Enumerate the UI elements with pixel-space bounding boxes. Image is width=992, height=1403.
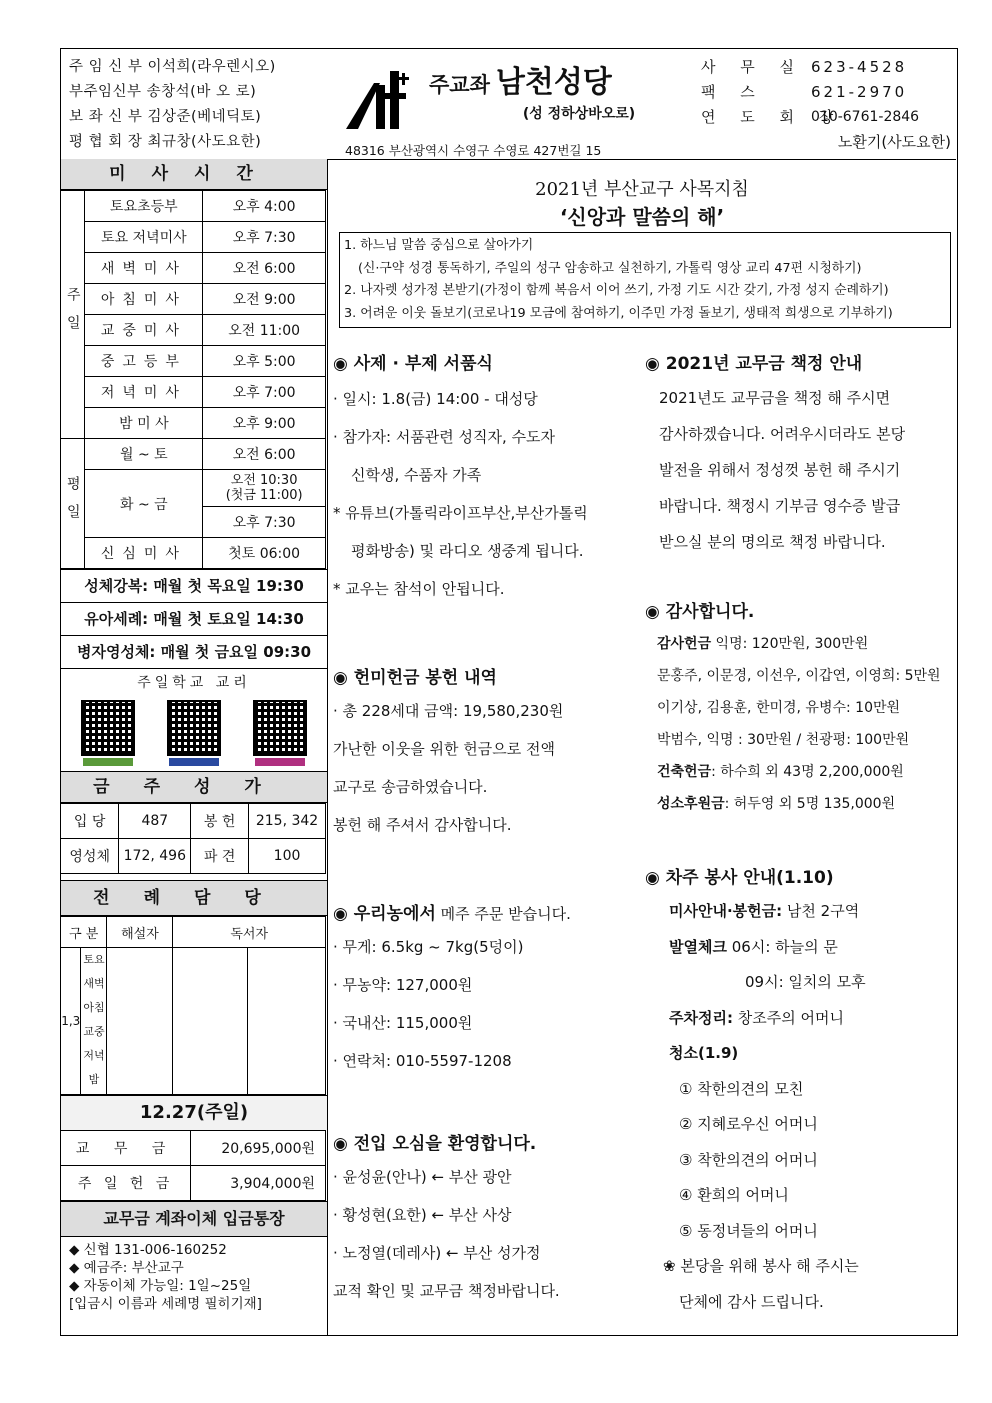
- rice-offering-section: ◉ 헌미헌금 봉헌 내역 · 총 228세대 금액: 19,580,230원 가난한 이웃을 위한 헌금으로 전액 교구로 송금하였습니다. 봉헌 해 주셔서 감사합니다.: [333, 668, 564, 834]
- liturgy-cell: [107, 948, 173, 1095]
- staff-row: 평 협 회 장 최규창(사도요한): [69, 134, 262, 150]
- liturgy-title: 전례담당: [61, 880, 327, 916]
- staff-row: 주 임 신 부 이석희(라우렌시오): [69, 59, 276, 75]
- qr-code-icon[interactable]: [253, 700, 307, 756]
- mass-name: 저녁미사: [85, 377, 203, 408]
- account-line: ◆ 예금주: 부산교구: [69, 1260, 184, 1276]
- mass-time: 오후 7:30: [203, 222, 326, 253]
- mass-name: 화 ~ 금: [85, 470, 203, 538]
- qr-code-icon[interactable]: [167, 700, 221, 756]
- account-info: [61, 1237, 327, 1317]
- mass-name: 밤 미 사: [85, 408, 203, 439]
- liturgy-cell: [248, 948, 326, 1095]
- finance-label: 주 일 헌 금: [61, 1166, 191, 1201]
- mass-table: [61, 190, 326, 569]
- hymns-title: 금주성가: [61, 771, 327, 803]
- finance-table: [61, 1130, 326, 1201]
- farm-section: ◉ 우리농에서 메주 주문 받습니다. · 무게: 6.5kg ~ 7kg(5덩이) · 무농약: 127,000원 · 국내산: 115,000원 · 연락처: 010-5597-1208: [333, 904, 571, 1070]
- mass-name: 신심미사: [85, 538, 203, 569]
- liturgy-col-reader: 독서자: [173, 917, 326, 948]
- address: 48316 부산광역시 수영구 수영로 427번길 15: [345, 143, 602, 158]
- mass-time: 오전 6:00: [203, 253, 326, 284]
- account-line: [입금시 이름과 세례명 필히기재]: [69, 1296, 262, 1312]
- hymn-label: 영성체: [61, 839, 119, 874]
- account-line: ◆ 자동이체 가능일: 1일~25일: [69, 1278, 252, 1294]
- staff-list: [69, 55, 276, 155]
- mass-time: 오전 11:00: [203, 315, 326, 346]
- mass-name: 교중미사: [85, 315, 203, 346]
- liturgy-cell: [173, 948, 248, 1095]
- parish-title: 주교좌 남천성당: [429, 65, 612, 100]
- contact-row: 연 도 회 장 010-6761-2846: [701, 108, 920, 126]
- mission-subtitle: ‘신앙과 말씀의 해’: [559, 205, 725, 229]
- mass-time: 오전 6:00: [203, 439, 326, 470]
- infant-baptism-line: 유아세례: 매월 첫 토요일 14:30: [61, 602, 327, 635]
- mass-name: 토요초등부: [85, 191, 203, 222]
- mass-time: 오후 4:00: [203, 191, 326, 222]
- parish-subtitle: (성 정하상바오로): [522, 106, 636, 122]
- title-block: [429, 57, 729, 123]
- sunday-school-label: 주일학교 교리: [137, 675, 251, 691]
- mass-time: 오후 7:00: [203, 377, 326, 408]
- mass-time: 오전 10:30 (첫금 11:00): [203, 470, 326, 507]
- bulletin-frame: [60, 48, 958, 1336]
- thanks-section: ◉ 감사합니다. 감사헌금 익명: 120만원, 300만원 문홍주, 이문경, 이선우, 이갑연, 이영희: 5만원 이기상, 김용훈, 한미경, 유병수: 10만원 박범수, 익명 : 30만원 / 천광평: 100만원 건축헌금: 하수희 외 43명 2,200,000원 성소후원금: 허두영 외 5명 135,000원: [645, 602, 941, 812]
- staff-row: 부주임신부 송창석(바 오 로): [69, 84, 257, 100]
- contacts: [701, 55, 951, 155]
- mass-name: 중고등부: [85, 346, 203, 377]
- liturgy-col-category: 구 분: [61, 917, 107, 948]
- mass-name: 새벽미사: [85, 253, 203, 284]
- left-column: [61, 159, 328, 1335]
- hymn-number: 172, 496: [119, 839, 191, 874]
- service-section: ◉ 차주 봉사 안내(1.10) 미사안내·봉헌금: 남천 2구역 발열체크 06시: 하늘의 문 09시: 일치의 모후 주차정리: 창조주의 어머니 청소(1.9) ① 착한의견의 모친 ② 지혜로우신 어머니 ③ 착한의견의 어머니 ④ 환희의 어머니 ⑤ 동정녀들의 어머니 ❀ 본당을 위해 봉사 해 주시는 단체에 감사 드립니다.: [645, 868, 866, 1311]
- hymn-number: 100: [249, 839, 326, 874]
- sunday-school-block: [61, 668, 327, 771]
- mass-time: 오전 9:00: [203, 284, 326, 315]
- ordination-section: ◉ 사제 · 부제 서품식 · 일시: 1.8(금) 14:00 - 대성당 · 참가자: 서품관련 성직자, 수도자 신학생, 수품자 가족 * 유튜브(가톨릭라이프부산,부산가톨릭 평화방송) 및 라디오 생중계 됩니다. * 교우는 참석이 안됩니다.: [333, 354, 588, 598]
- account-title: 교무금 계좌이체 입금통장: [61, 1201, 327, 1237]
- benediction-line: 성체강복: 매월 첫 목요일 19:30: [61, 569, 327, 602]
- mass-time: 오후 9:00: [203, 408, 326, 439]
- liturgy-date: 1,3: [61, 948, 81, 1095]
- finance-value: 20,695,000원: [191, 1131, 326, 1166]
- hymns-table: [61, 803, 326, 874]
- contact-name: 노환기(사도요한): [837, 133, 951, 151]
- mass-name: 월 ~ 토: [85, 439, 203, 470]
- liturgy-col-commentator: 해설자: [107, 917, 173, 948]
- dues-section: ◉ 2021년 교무금 책정 안내 2021년도 교무금을 책정 해 주시면 감사하겠습니다. 어려우시더라도 본당 발전을 위해서 정성껏 봉헌 해 주시기 바랍니다. 책정시 기부금 영수증 발급 받으실 분의 명의로 책정 바랍니다.: [645, 354, 906, 551]
- mass-time: 오후 7:30: [203, 507, 326, 538]
- header: [61, 49, 956, 160]
- mission-title: 2021년 부산교구 사목지침: [535, 179, 749, 200]
- contact-row: 사 무 실 623-4528: [701, 58, 908, 76]
- mass-time: 첫토 06:00: [203, 538, 326, 569]
- welcome-section: ◉ 전입 오심을 환영합니다. · 윤성윤(안나) ← 부산 광안 · 황성현(요한) ← 부산 사상 · 노정열(데레사) ← 부산 성가정 교적 확인 및 교무금 책정바랍니다.: [333, 1134, 560, 1300]
- mass-times-title: 미사시간: [61, 159, 327, 190]
- weekday-label: 평일: [61, 439, 85, 569]
- mass-time: 오후 5:00: [203, 346, 326, 377]
- sick-communion-line: 병자영성체: 매월 첫 금요일 09:30: [61, 635, 327, 668]
- hymn-label: 입 당: [61, 804, 119, 839]
- hymn-number: 487: [119, 804, 191, 839]
- liturgy-table: [61, 916, 326, 1095]
- mission-item: 2. 나자렛 성가정 본받기(가정이 함께 복음서 이어 쓰기, 가정 기도 시간 갖기, 가정 성지 순례하기): [344, 283, 889, 298]
- account-line: ◆ 신협 131-006-160252: [69, 1242, 227, 1258]
- finance-date: 12.27(주일): [61, 1095, 327, 1130]
- mission-item: (신·구약 성경 통독하기, 주일의 성구 암송하고 실천하기, 가톨릭 영상 교리 47편 시청하기): [358, 260, 862, 276]
- hymn-label: 파 견: [191, 839, 249, 874]
- sunday-label: 주일: [61, 191, 85, 439]
- hymn-label: 봉 헌: [191, 804, 249, 839]
- finance-value: 3,904,000원: [191, 1166, 326, 1201]
- contact-row: 팩 스 621-2970: [701, 83, 908, 101]
- mission-box: [339, 232, 951, 328]
- liturgy-slots: 토요 새벽 아침 교중 저녁 밤: [81, 948, 107, 1095]
- mass-name: 아침미사: [85, 284, 203, 315]
- mission-item: 3. 어려운 이웃 돌보기(코로나19 모금에 참여하기, 이주민 가정 돌보기, 생태적 희생으로 기부하기): [344, 305, 893, 321]
- hymn-number: 215, 342: [249, 804, 326, 839]
- mass-name: 토요 저녁미사: [85, 222, 203, 253]
- church-logo-icon: [346, 63, 416, 131]
- qr-code-icon[interactable]: [81, 700, 135, 756]
- staff-row: 보 좌 신 부 김상준(베네딕토): [69, 109, 262, 125]
- finance-label: 교 무 금: [61, 1131, 191, 1166]
- mission-item: 1. 하느님 말씀 중심으로 살아가기: [344, 238, 534, 253]
